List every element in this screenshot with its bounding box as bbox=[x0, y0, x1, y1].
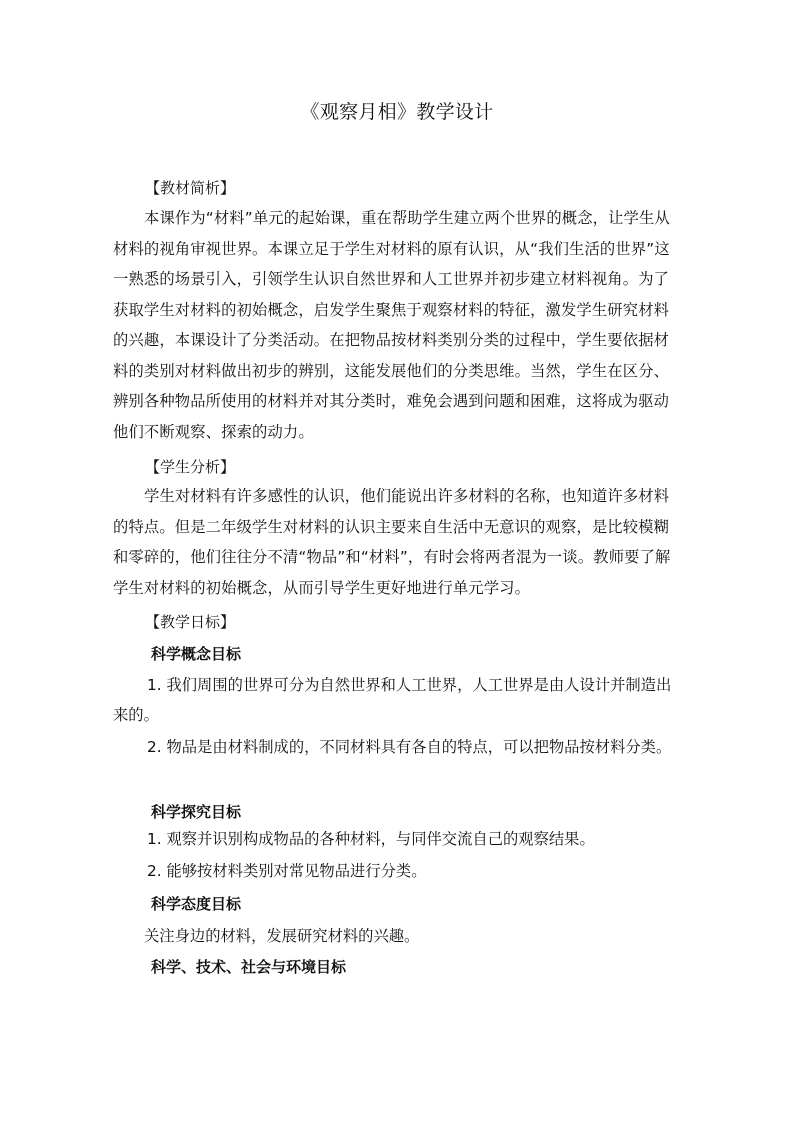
material-analysis-paragraph: 本课作为“材料”单元的起始课，重在帮助学生建立两个世界的概念，让学生从材料的视角审视世界。本课立足于学生对材料的原有认识，从“我们生活的世界”这一熟悉的场景引入，引领学生认识自然世界和人工世界并初步建立材料视角。为了获取学生对材料的初始概念，启发学生聚焦于观察材料的特征，激发学生研究材料的兴趣，本课设计了分类活动。在把物品按材料类别分类的过程中，学生要依据材料的类别对材料做出初步的辨别，这能发展他们的分类思维。当然，学生在区分、辨别各种物品所使用的材料并对其分类时，难免会遇到问题和困难，这将成为驱动他们不断观察、探索的动力。 bbox=[113, 209, 670, 441]
section-heading-student-analysis: 【学生分析】 bbox=[145, 458, 236, 476]
subheading-science-concept: 科学概念目标 bbox=[151, 645, 242, 663]
student-analysis-body bbox=[113, 481, 684, 603]
document-title: 《观察月相》教学设计 bbox=[300, 101, 494, 123]
concept-goal-item: 2. 物品是由材料制成的，不同材料具有各自的特点，可以把物品按材料分类。 bbox=[147, 738, 672, 756]
section-heading-material-analysis: 【教材简析】 bbox=[145, 179, 236, 197]
inquiry-goal-item: 2. 能够按材料类别对常见物品进行分类。 bbox=[147, 862, 427, 880]
material-analysis-body bbox=[113, 203, 684, 447]
subheading-sts-goals: 科学、技术、社会与环境目标 bbox=[151, 958, 347, 976]
inquiry-goal-item: 1. 观察并识别构成物品的各种材料，与同伴交流自己的观察结果。 bbox=[147, 830, 595, 848]
subheading-science-inquiry: 科学探究目标 bbox=[151, 803, 242, 821]
student-analysis-paragraph: 学生对材料有许多感性的认识，他们能说出许多材料的名称，也知道许多材料的特点。但是二年级学生对材料的认识主要来自生活中无意识的观察，是比较模糊和零碎的，他们往往分不清“物品”和“材料”，有时会将两者混为一谈。教师要了解学生对材料的初始概念，从而引导学生更好地进行单元学习。 bbox=[113, 487, 671, 597]
section-heading-teaching-goals: 【教学日标】 bbox=[145, 613, 236, 631]
subheading-science-attitude: 科学态度目标 bbox=[151, 895, 242, 913]
attitude-goal-text: 关注身边的材料，发展研究材料的兴趣。 bbox=[144, 927, 420, 945]
concept-goal-item: 1. 我们周围的世界可分为自然世界和人工世界，人工世界是由人设计并制造出来的。 bbox=[113, 676, 672, 724]
